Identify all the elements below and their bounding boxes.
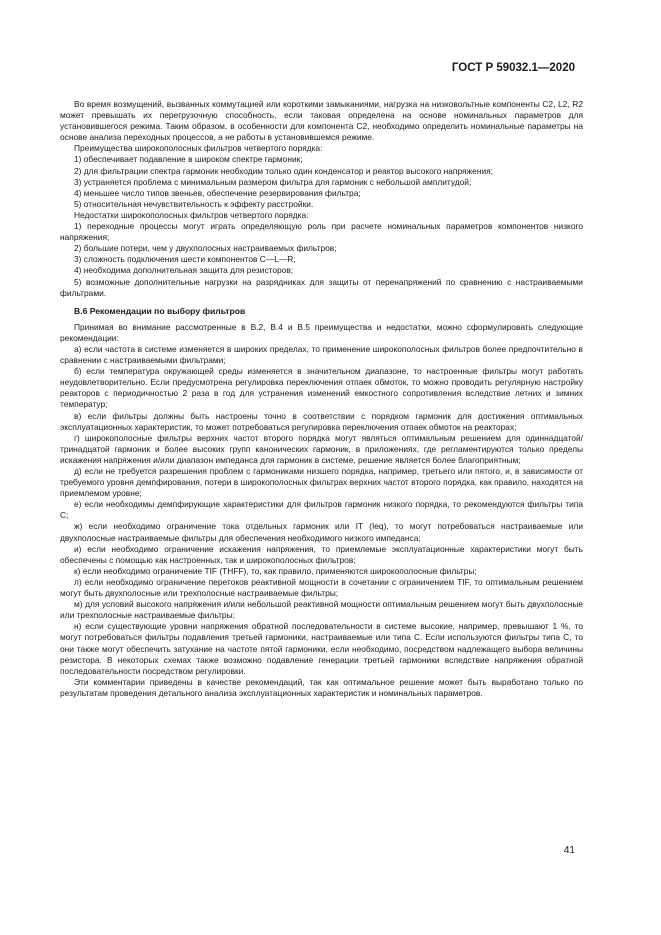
paragraph: Недостатки широкополосных фильтров четвертого порядка: — [74, 209, 309, 220]
list-item: а) если частота в системе изменяется в широких пределах, то применение широкополосных фильтров более предпочтительно в сравнении с настраиваемыми фильтрами; — [60, 343, 583, 366]
section-heading: В.6 Рекомендации по выбору фильтров — [74, 305, 246, 316]
paragraph: Преимущества широкополосных фильтров четвертого порядка: — [74, 143, 323, 154]
list-item: 5) возможные дополнительные нагрузки на разрядниках для защиты от перенапряжений по сравнению с настраиваемыми фильтрами. — [60, 276, 583, 298]
list-item: е) если необходимы демпфирующие характеристики для фильтров гармоник низкого порядка, то рекомендуются фильтры типа C; — [60, 499, 583, 521]
list-item: 1) обеспечивает подавление в широком спектре гармоник; — [74, 154, 303, 165]
list-item: 4) необходима дополнительная защита для резисторов; — [74, 265, 294, 276]
list-item: и) если необходимо ограничение искажения напряжения, то приемлемые эксплуатационные характеристики могут быть обеспечены с помощью как настроенных, так и широкополосных фильтров; — [60, 543, 583, 565]
list-item: 3) устраняется проблема с минимальным размером фильтра для гармоник с небольшой амплитудой; — [74, 176, 472, 187]
list-item: 4) меньшее число типов звеньев, обеспечение резервирования фильтра; — [74, 187, 361, 198]
paragraph: Принимая во внимание рассмотренные в В.2, В.4 и В.5 преимущества и недостатки, можно сформулировать следующие рекомендации: — [60, 321, 583, 343]
document-body — [60, 99, 583, 699]
list-item: н) если существующие уровни напряжения обратной последовательности в системе высокие, например, превышают 1 %, то могут потребоваться фильтры подавления третьей гармоники, настраиваемые или типа C. Если используются фильтры типа C, то они также могут обеспечить затухание на частоте пятой гармоники, если необходимо, посредством надлежащего выбора величины резистора. В некоторых схемах также возможно подавление генерации третьей гармоники вследствие напряжения обратной последовательности посредством регулировки. — [60, 621, 583, 676]
list-item: д) если не требуется разрешения проблем с гармониками низшего порядка, например, третьего или пятого, и, в зависимости от требуемого уровня демпфирования, потери в широкополосных фильтрах верхних частот второго порядка, как правило, находятся на приемлемом уровне; — [60, 466, 583, 499]
list-item: к) если необходимо ограничение TIF (THFF), то, как правило, применяются широкополосные фильтры; — [74, 565, 477, 576]
page-number: 41 — [563, 845, 575, 856]
list-item: м) для условий высокого напряжения и/или небольшой реактивной мощности оптимальным решением могут быть двухполосные или трехполосные настраиваемые фильтры; — [60, 599, 583, 621]
list-item: 3) сложность подключения шести компонентов C—L—R; — [74, 254, 296, 265]
list-item: б) если температура окружающей среды изменяется в значительном диапазоне, то настроенные фильтры могут работать неудовлетворительно. Если предусмотрена регулировка переключения отпаек обмоток, то можно проводить регулярную настройку реакторов с периодичностью 2 раза в год для устранения изменений емкостного сопротивления вследствие летних и зимних температур; — [60, 366, 583, 410]
list-item: 2) большие потери, чем у двухполосных настраиваемых фильтров; — [74, 243, 337, 254]
paragraph: Во время возмущений, вызванных коммутацией или короткими замыканиями, нагрузка на низковольтные компоненты C2, L2, R2 может превышать их перегрузочную способность, если таковая определена на основе номинальных параметров для установившегося режима. Таким образом, в особенности для компонента C2, необходимо определить номинальные параметры на основе анализа переходных процессов, а не работы в установившемся режиме. — [60, 99, 583, 143]
paragraph: Эти комментарии приведены в качестве рекомендаций, так как оптимальное решение может быть выработано только по результатам проведения детального анализа эксплуатационных характеристик и номинальных параметров. — [60, 676, 583, 698]
list-item: 1) переходные процессы могут играть определяющую роль при расчете номинальных параметров компонентов низкого напряжения; — [60, 221, 583, 243]
document-code-header: ГОСТ Р 59032.1—2020 — [451, 62, 575, 74]
list-item: 5) относительная нечувствительность к эффекту расстройки. — [74, 198, 314, 209]
list-item: л) если необходимо ограничение перетоков реактивной мощности в сочетании с ограничением TIF, то оптимальным решением могут быть двухполосные или трехполосные настраиваемые фильтры; — [60, 576, 583, 599]
list-item: ж) если необходимо ограничение тока отдельных гармоник или IT (Ieq), то могут потребоваться настраиваемые или двухполосные настраиваемые фильтры для обеспечения необходимого низкого импеданса; — [60, 521, 583, 543]
list-item: 2) для фильтрации спектра гармоник необходим только один конденсатор и реактор высокого напряжения; — [74, 165, 493, 176]
list-item: в) если фильтры должны быть настроены точно в соответствии с порядком гармоник для достижения оптимальных эксплуатационных характеристик, то может потребоваться регулировка переключения отпаек обмоток на реакторах; — [60, 410, 583, 432]
list-item: г) широкополосные фильтры верхних частот второго порядка могут являться оптимальным решением для одиннадцатой/тринадцатой гармоник и более высоких групп канонических гармоник, в приложениях, где регламентируются только пределы искажения напряжения и/или диапазон импеданса для гармоник в системе, решение является более благоприятным; — [60, 432, 583, 465]
